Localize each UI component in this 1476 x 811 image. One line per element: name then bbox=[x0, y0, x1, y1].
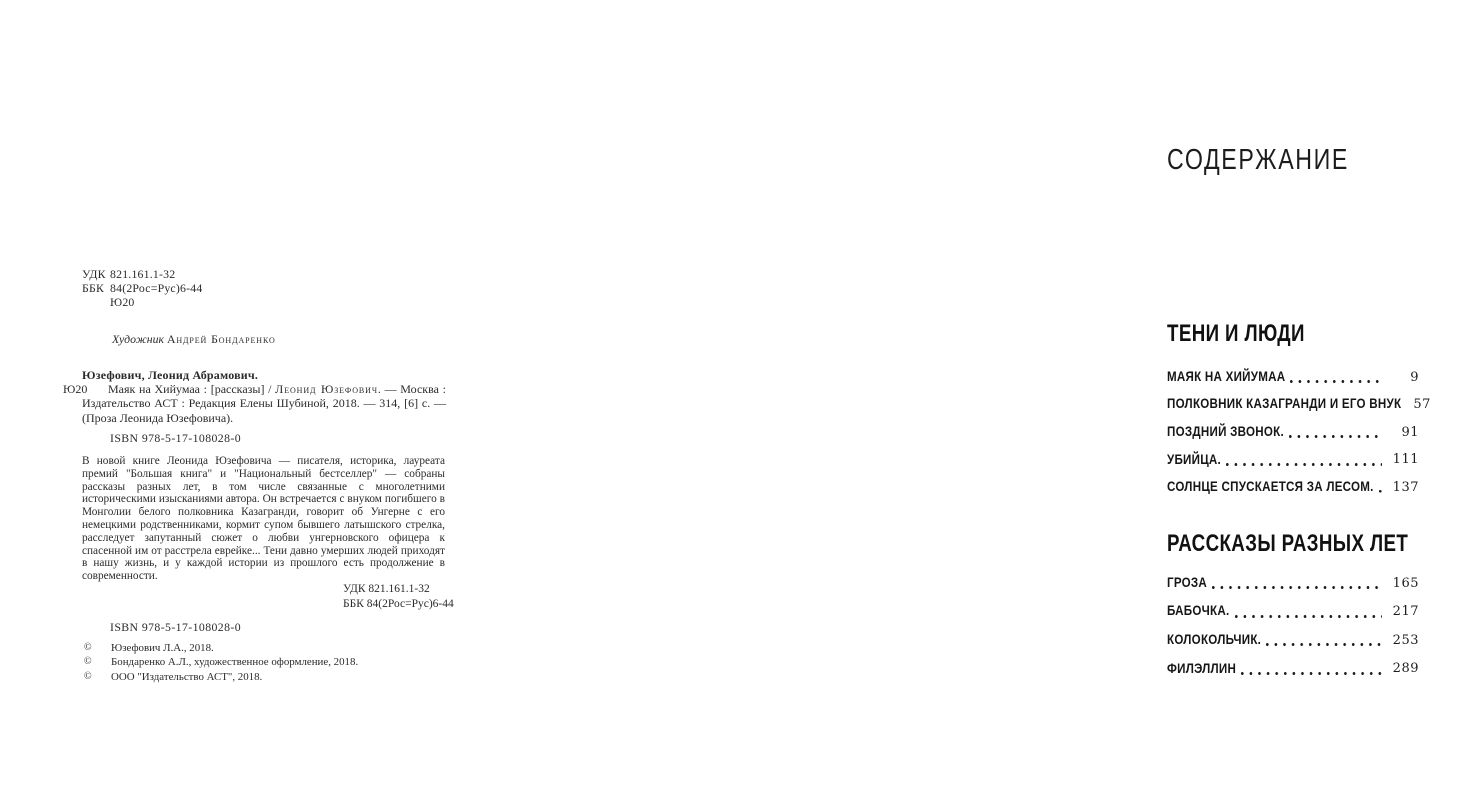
udk-footer-line: УДК 821.161.1-32 bbox=[343, 583, 430, 595]
bib-margin-code: Ю20 bbox=[63, 382, 88, 397]
toc-entry bbox=[1167, 444, 1419, 472]
toc-entry-page: 165 bbox=[1392, 575, 1419, 591]
isbn-bottom: ISBN 978-5-17-108028-0 bbox=[110, 620, 242, 634]
bib-author-name: Леонид Юзефович bbox=[275, 382, 378, 397]
contents-title bbox=[1167, 146, 1394, 175]
copyright-symbol: © bbox=[84, 670, 92, 682]
section-heading-1-text: ТЕНИ И ЛЮДИ bbox=[1167, 320, 1305, 347]
contents-page bbox=[500, 0, 1431, 811]
author-sign: Ю20 bbox=[110, 295, 135, 309]
bib-author-header: Юзефович, Леонид Абрамович. bbox=[82, 368, 259, 382]
udk-value: 821.161.1-32 bbox=[110, 267, 176, 281]
bib-text-part2: . — Москва : Издательство АСТ : Редакция Елены Шубиной, 2018. — 314, [6] с. — (Проза Леонида Юзефовича). bbox=[82, 382, 446, 425]
toc-section-2 bbox=[1167, 566, 1419, 680]
artist-name: Андрей Бондаренко bbox=[166, 332, 276, 346]
toc-entry-title: КОЛОКОЛЬЧИК. bbox=[1167, 631, 1262, 647]
bib-text-part1: Маяк на Хийумаа : [рассказы] / bbox=[108, 382, 276, 397]
dot-leader bbox=[1212, 578, 1382, 590]
toc-entry-title: МАЯК НА ХИЙУМАА bbox=[1167, 368, 1286, 384]
author-sign-line bbox=[82, 295, 202, 309]
toc-entry bbox=[1167, 471, 1419, 499]
contents-title-text: СОДЕРЖАНИЕ bbox=[1167, 144, 1349, 176]
copyright-block bbox=[84, 641, 358, 684]
toc-entry-title: СОЛНЦЕ СПУСКАЕТСЯ ЗА ЛЕСОМ. bbox=[1167, 479, 1374, 495]
isbn-top: ISBN 978-5-17-108028-0 bbox=[110, 431, 242, 445]
toc-section-1 bbox=[1167, 361, 1431, 499]
section-heading-2 bbox=[1167, 532, 1476, 556]
udk-line bbox=[82, 267, 202, 281]
bbk-footer-line: ББК 84(2Рос=Рус)6-44 bbox=[343, 597, 454, 610]
copyright-row bbox=[84, 641, 358, 655]
toc-entry-page: 57 bbox=[1413, 397, 1431, 413]
dot-leader bbox=[1235, 606, 1383, 618]
annotation-paragraph: В новой книге Леонида Юзефовича — писателя, историка, лауреата премий "Большая книга" и "Национальный бестселлер" — собраны рассказы разных лет, в том числе связанные с многолетними историческими изысканиями автора. Он встречается с внуком погибшего в Монголии белого полковника Казагранди, говорит об Унгерне с его немецкими родственниками, кормит супом бывшего латышского стрелка, расследует запутанный сюжет о любви унгерновского офицера к спасенной им от расстрела еврейке... Тени давно умерших людей приходят в нашу жизнь, и у каждой истории из прошлого есть продолжение в современности. bbox=[82, 455, 445, 583]
copyright-symbol: © bbox=[84, 656, 92, 668]
section-heading-2-text: РАССКАЗЫ РАЗНЫХ ЛЕТ bbox=[1167, 530, 1409, 557]
toc-entry-title: ГРОЗА bbox=[1167, 574, 1208, 590]
toc-entry-title: ПОЗДНИЙ ЗВОНОК. bbox=[1167, 423, 1284, 439]
toc-entry-page: 253 bbox=[1392, 632, 1419, 648]
toc-entry-page: 91 bbox=[1401, 424, 1419, 440]
bibliographic-entry bbox=[63, 368, 446, 425]
toc-entry-title: БАБОЧКА. bbox=[1167, 603, 1230, 619]
toc-entry-page: 137 bbox=[1392, 479, 1419, 495]
toc-entry bbox=[1167, 623, 1419, 652]
toc-entry bbox=[1167, 566, 1419, 595]
classification-block-top bbox=[82, 267, 202, 309]
dot-leader bbox=[1379, 482, 1382, 494]
copyright-row bbox=[84, 670, 358, 684]
copyright-row bbox=[84, 655, 358, 669]
toc-entry bbox=[1167, 652, 1419, 681]
copyright-text: ООО "Издательство АСТ", 2018. bbox=[111, 670, 263, 683]
author-sign-spacer bbox=[82, 295, 110, 309]
dot-leader bbox=[1241, 663, 1382, 675]
dot-leader bbox=[1290, 372, 1382, 384]
bbk-line bbox=[82, 281, 202, 295]
section-heading-1 bbox=[1167, 322, 1344, 346]
toc-entry bbox=[1167, 416, 1419, 444]
toc-entry-page: 9 bbox=[1410, 369, 1419, 385]
imprint-page bbox=[0, 0, 500, 811]
copyright-text: Юзефович Л.А., 2018. bbox=[111, 642, 214, 654]
dot-leader bbox=[1289, 427, 1382, 439]
classification-block-bottom bbox=[343, 582, 454, 611]
toc-entry bbox=[1167, 361, 1419, 389]
artist-role: Художник bbox=[112, 332, 164, 346]
udk-label: УДК bbox=[82, 267, 106, 281]
copyright-symbol: © bbox=[84, 642, 92, 653]
dot-leader bbox=[1266, 635, 1382, 647]
toc-entry-title: УБИЙЦА. bbox=[1167, 451, 1222, 467]
toc-entry-page: 289 bbox=[1392, 661, 1419, 677]
toc-entry bbox=[1167, 389, 1431, 417]
toc-entry-title: ПОЛКОВНИК КАЗАГРАНДИ И ЕГО ВНУК bbox=[1167, 396, 1402, 412]
bib-description bbox=[63, 382, 446, 425]
toc-entry-page: 217 bbox=[1392, 604, 1419, 620]
toc-entry-title: ФИЛЭЛЛИН bbox=[1167, 660, 1237, 676]
toc-entry-page: 111 bbox=[1392, 452, 1419, 468]
bbk-value: 84(2Рос=Рус)6-44 bbox=[110, 281, 203, 295]
dot-leader bbox=[1226, 454, 1382, 466]
bbk-label: ББК bbox=[82, 281, 105, 295]
copyright-text: Бондаренко А.Л., художественное оформление, 2018. bbox=[111, 656, 359, 669]
artist-credit bbox=[112, 332, 276, 347]
toc-entry bbox=[1167, 595, 1419, 624]
